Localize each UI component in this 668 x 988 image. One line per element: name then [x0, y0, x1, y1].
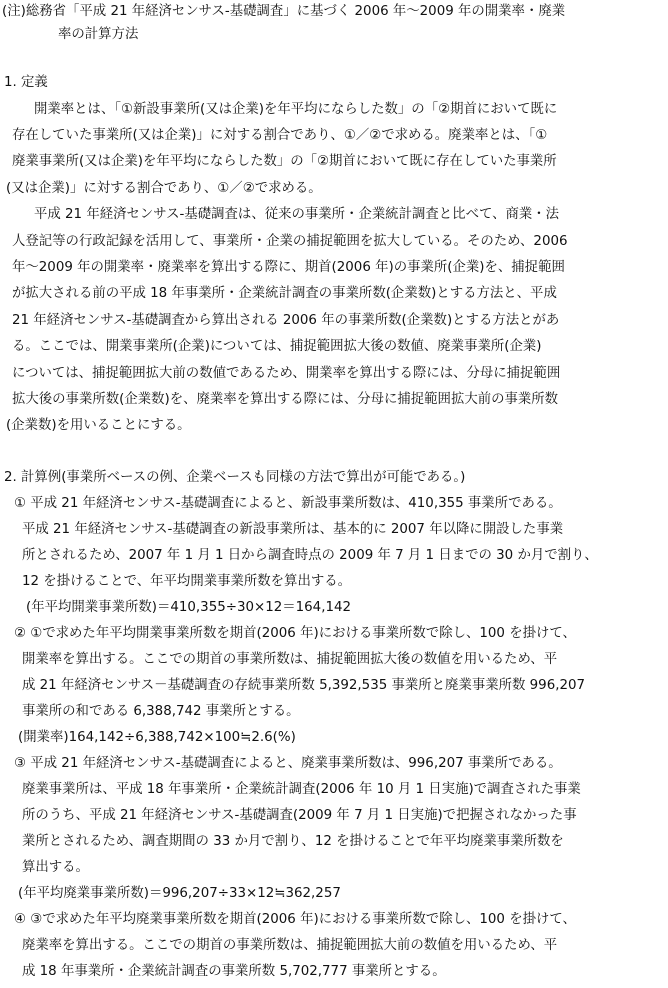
- s1-p2-line-2: 人登記等の行政記録を活用して、事業所・企業の捕捉範囲を拡大している。そのため、2006: [12, 234, 568, 249]
- s1-p2-line-3: 年～2009 年の開業率・廃業率を算出する際に、期首(2006 年)の事業所(企業)を、捕捉範囲: [12, 260, 565, 275]
- title-line-2: 率の計算方法: [58, 27, 139, 42]
- s1-p2-line-8: 拡大後の事業所数(企業数)を、廃業率を算出する際には、分母に捕捉範囲拡大前の事業所数: [12, 392, 559, 407]
- title-line-1: (注)総務省「平成 21 年経済センサス-基礎調査」に基づく 2006 年～2009 年の開業率・廃業: [2, 4, 566, 19]
- s2-step1-line-3: 所とされるため、2007 年 1 月 1 日から調査時点の 2009 年 7 月 1 日までの 30 か月で割り、: [22, 548, 598, 563]
- s2-step1-line-4: 12 を掛けることで、年平均開業事業所数を算出する。: [22, 574, 352, 589]
- s2-step2-line-3: 成 21 年経済センサス－基礎調査の存続事業所数 5,392,535 事業所と廃業事業所数 996,207: [22, 678, 586, 693]
- s2-step3-line-2: 廃業事業所は、平成 18 年事業所・企業統計調査(2006 年 10 月 1 日実施)で調査された事業: [22, 782, 581, 797]
- s1-p2-line-5: 21 年経済センサス-基礎調査から算出される 2006 年の事業所数(企業数)とする方法とがあ: [12, 313, 560, 328]
- s2-step4-line-3: 成 18 年事業所・企業統計調査の事業所数 5,702,777 事業所とする。: [22, 964, 446, 979]
- s2-step1-line-2: 平成 21 年経済センサス-基礎調査の新設事業所は、基本的に 2007 年以降に開設した事業: [22, 522, 564, 537]
- s2-step1-line-1: ① 平成 21 年経済センサス-基礎調査によると、新設事業所数は、410,355 事業所である。: [14, 496, 562, 511]
- section-2-heading: 2. 計算例(事業所ベースの例、企業ベースも同様の方法で算出が可能である。): [4, 470, 466, 485]
- s2-step4-line-1: ④ ③で求めた年平均廃業事業所数を期首(2006 年)における事業所数で除し、100 を掛けて、: [14, 912, 576, 927]
- s1-p1-line-4: (又は企業)」に対する割合であり、①／②で求める。: [6, 181, 322, 196]
- s2-step3-line-5: 算出する。: [22, 860, 89, 875]
- s2-step3-line-1: ③ 平成 21 年経済センサス-基礎調査によると、廃業事業所数は、996,207 事業所である。: [14, 756, 562, 771]
- s1-p2-line-9: (企業数)を用いることにする。: [6, 418, 191, 433]
- s2-step2-line-4: 事業所の和である 6,388,742 事業所とする。: [22, 704, 300, 719]
- s1-p1-line-1: 開業率とは、「①新設事業所(又は企業)を年平均にならした数」の「②期首において既に: [34, 102, 558, 117]
- s2-step2-line-1: ② ①で求めた年平均開業事業所数を期首(2006 年)における事業所数で除し、100 を掛けて、: [14, 626, 576, 641]
- section-1-heading: 1. 定義: [4, 75, 48, 90]
- s1-p1-line-3: 廃業事業所(又は企業)を年平均にならした数」の「②期首において既に存在していた事業所: [12, 154, 557, 169]
- formula-2: (開業率)164,142÷6,388,742×100≒2.6(%): [18, 730, 296, 745]
- s1-p1-line-2: 存在していた事業所(又は企業)」に対する割合であり、①／②で求める。廃業率とは、「①: [12, 128, 548, 143]
- s1-p2-line-6: る。ここでは、開業事業所(企業)については、捕捉範囲拡大後の数値、廃業事業所(企業): [12, 339, 542, 354]
- s2-step3-line-4: 業所とされるため、調査期間の 33 か月で割り、12 を掛けることで年平均廃業事業所数を: [22, 834, 564, 849]
- s1-p2-line-1: 平成 21 年経済センサス-基礎調査は、従来の事業所・企業統計調査と比べて、商業・法: [34, 207, 560, 222]
- s2-step2-line-2: 開業率を算出する。ここでの期首の事業所数は、捕捉範囲拡大後の数値を用いるため、平: [22, 652, 558, 667]
- s2-step4-line-2: 廃業率を算出する。ここでの期首の事業所数は、捕捉範囲拡大前の数値を用いるため、平: [22, 938, 558, 953]
- formula-1: (年平均開業事業所数)＝410,355÷30×12＝164,142: [26, 600, 352, 615]
- formula-3: (年平均廃業事業所数)＝996,207÷33×12≒362,257: [18, 886, 341, 901]
- s2-step3-line-3: 所のうち、平成 21 年経済センサス-基礎調査(2009 年 7 月 1 日実施)で把握されなかった事: [22, 808, 577, 823]
- s1-p2-line-4: が拡大される前の平成 18 年事業所・企業統計調査の事業所数(企業数)とする方法と、平成: [12, 286, 557, 301]
- s1-p2-line-7: については、捕捉範囲拡大前の数値であるため、開業率を算出する際には、分母に捕捉範囲: [12, 366, 561, 381]
